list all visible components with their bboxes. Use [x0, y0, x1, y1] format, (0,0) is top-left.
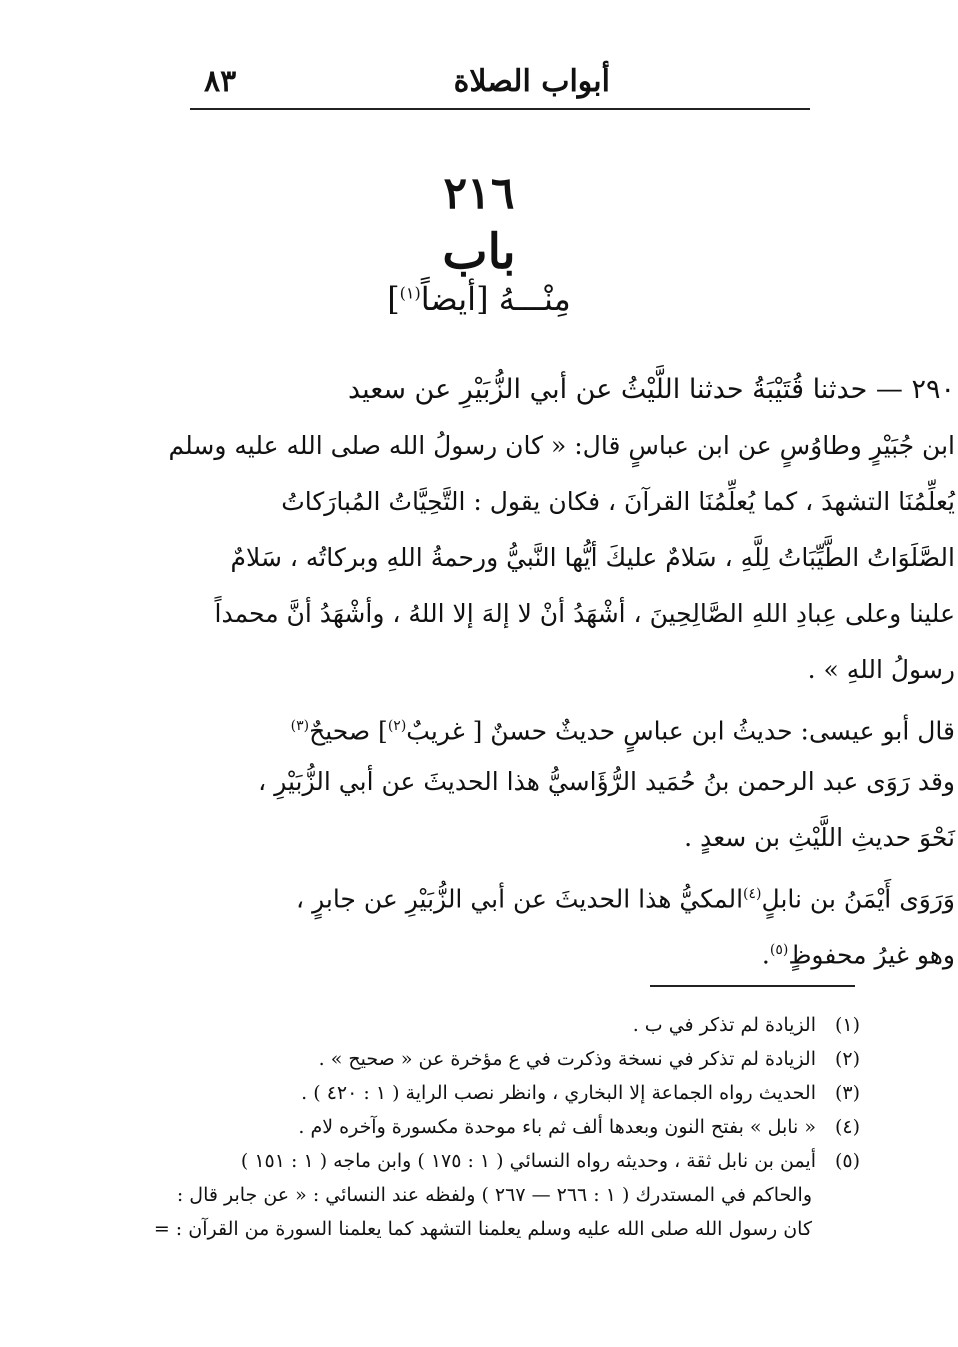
footnote-ref-5: (٥) — [769, 942, 789, 958]
footnote-text: « نابل » بفتح النون وبعدها ألف ثم باء موحدة مكسورة وآخره لام . — [298, 1116, 816, 1138]
footnote-3 — [200, 1076, 860, 1110]
footnote-marker: (٢) — [834, 1048, 860, 1070]
footnote-marker: (٥) — [834, 1150, 860, 1172]
commentary-text-c: وَرَوَى أَيْمَنُ بن نابلٍ — [761, 884, 955, 914]
chapter-subtitle-text: مِنْـــهُ [أيضاً — [420, 280, 571, 318]
chapter-number: ٢١٦ — [443, 168, 515, 219]
body-line-3: يُعلِّمُنَا التشهدَ ، كما يُعلِّمُنَا القرآنَ ، فكان يقول : التَّحِيَّاتُ المُبارَكاتُ — [281, 487, 955, 516]
footnote-5-continuation-1: والحاكم في المستدرك ( ١ : ٢٦٦ — ٢٦٧ ) ولفظه عند النسائي : « عن جابر قال : — [176, 1184, 812, 1206]
body-line-4: الصَّلَوَاتُ الطَّيِّبَاتُ لِلَّهِ ، سَلامٌ عليكَ أيُّها النَّبيُّ ورحمةُ اللهِ وبركاتُه ، سَلامٌ — [230, 543, 955, 572]
body-line-1: ٢٩٠ — حدثنا قُتَيْبَةُ حدثنا اللَّيْثُ عن أبي الزُّبَيْرِ عن سعيد — [348, 374, 955, 405]
footnote-text: الحديث رواه الجماعة إلا البخاري ، وانظر نصب الراية ( ١ : ٤٢٠ ) . — [301, 1082, 816, 1104]
commentary-line-2: وقد رَوَى عبد الرحمن بنُ حُمَيد الرُّؤَاسيُّ هذا الحديثَ عن أبي الزُّبَيْرِ ، — [258, 767, 955, 796]
hadith-text — [168, 362, 955, 978]
footnote-ref-2: (٢) — [387, 718, 407, 734]
footnote-ref-1: (١) — [399, 283, 421, 303]
footnote-marker: (٤) — [834, 1116, 860, 1138]
footnote-marker: (١) — [834, 1014, 860, 1036]
body-line-6: رسولُ اللهِ » . — [807, 655, 955, 684]
page-number: ٨٣ — [204, 64, 237, 99]
footnote-text: الزيادة لم تذكر في ب . — [632, 1014, 816, 1036]
body-line-2: ابن جُبَيْرٍ وطاوُسٍ عن ابن عباسٍ قال: « كان رسولُ الله صلى الله عليه وسلم — [168, 431, 955, 460]
footnote-ref-3: (٣) — [290, 718, 310, 734]
footnote-5-continuation-2: كان رسول الله صلى الله عليه وسلم يعلمنا التشهد كما يعلمنا السورة من القرآن : = — [153, 1218, 812, 1240]
commentary-text-e: وهو غيرُ محفوظٍ — [788, 940, 955, 970]
commentary-line-4 — [200, 866, 955, 922]
footnote-4 — [200, 1110, 860, 1144]
footnote-rule — [650, 985, 855, 987]
chapter-title: باب — [442, 224, 516, 280]
running-header — [190, 62, 810, 106]
commentary-line-5 — [200, 922, 955, 978]
chapter-subtitle — [0, 280, 958, 318]
footnote-text: أيمن بن نابل ثقة ، وحديثه رواه النسائي ( ١ : ١٧٥ ) وابن ماجه ( ١ : ١٥١ ) — [240, 1150, 816, 1172]
footnotes — [153, 1008, 860, 1246]
footnote-1 — [200, 1008, 860, 1042]
commentary-line-3: نَحْوَ حديثِ اللَّيْثِ بن سعدٍ . — [684, 823, 955, 852]
footnote-ref-4: (٤) — [743, 886, 762, 902]
chapter-subtitle-close: ] — [387, 280, 400, 318]
commentary-text-b: ] صحيحٌ — [309, 716, 388, 746]
commentary-line-1 — [200, 698, 955, 754]
body-line-5: علينا وعلى عِبادِ اللهِ الصَّالِحِينَ ، أشْهَدُ أنْ لا إلهَ إلا اللهُ ، وأشْهَدُ أنَّ محمداً — [214, 599, 955, 628]
footnote-text: الزيادة لم تذكر في نسخة وذكرت في ع مؤخرة عن « صحيح » . — [318, 1048, 816, 1070]
footnote-5 — [200, 1144, 860, 1178]
footnote-marker: (٣) — [834, 1082, 860, 1104]
header-rule — [190, 108, 810, 110]
footnote-2 — [200, 1042, 860, 1076]
commentary-text-d: المكيُّ هذا الحديثَ عن أبي الزُّبَيْرِ عن جابرٍ ، — [296, 884, 744, 914]
running-title: أبواب الصلاة — [453, 64, 610, 99]
commentary-text-f: . — [761, 940, 770, 970]
commentary-text-a: قال أبو عيسى: حديثُ ابن عباسٍ حديثٌ حسنٌ [ غريبٌ — [406, 716, 955, 746]
